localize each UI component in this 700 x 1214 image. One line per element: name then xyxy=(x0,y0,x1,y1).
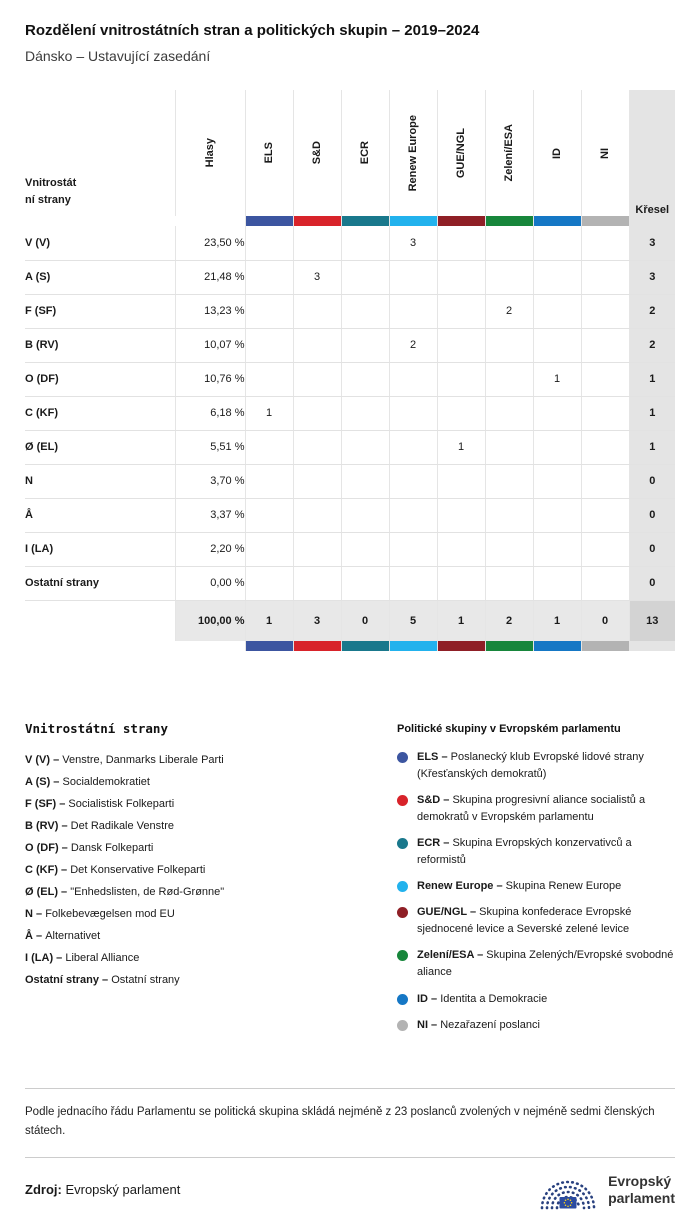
seats-Zelení/ESA-cell xyxy=(485,396,533,430)
group-color-dot xyxy=(397,881,408,892)
footnote: Podle jednacího řádu Parlamentu se politická skupina skládá nejméně z 23 poslanců zvolených v nejméně sedmi členských státech. xyxy=(25,1088,675,1158)
page-subtitle: Dánsko – Ustavující zasedání xyxy=(25,48,211,64)
seats-ECR-cell xyxy=(341,566,389,600)
seats-Zelení/ESA-cell xyxy=(485,532,533,566)
group-column-header-NI: NI xyxy=(581,90,629,216)
color-bar-Zelení/ESA xyxy=(485,216,533,226)
ep-logo-line1: Evropský xyxy=(608,1172,672,1189)
votes-cell: 21,48 % xyxy=(175,260,245,294)
color-bar-Renew Europe xyxy=(389,641,437,651)
votes-column-header: Hlasy xyxy=(175,90,245,216)
seats-ELS-cell xyxy=(245,294,293,328)
party-name-cell: I (LA) xyxy=(25,532,175,566)
color-bar-ID xyxy=(533,641,581,651)
seats-ELS-cell xyxy=(245,532,293,566)
party-name-cell: O (DF) xyxy=(25,362,175,396)
seats-ID-cell xyxy=(533,498,581,532)
party-name-cell: N xyxy=(25,464,175,498)
party-row xyxy=(25,226,675,260)
seats-ECR-cell xyxy=(341,396,389,430)
group-legend-item: ELS – Poslanecký klub Evropské lidové strany (Křesťanských demokratů) xyxy=(397,749,675,783)
seats-Zelení/ESA-cell: 2 xyxy=(485,294,533,328)
party-name-cell: B (RV) xyxy=(25,328,175,362)
party-row xyxy=(25,362,675,396)
seats-ID-cell xyxy=(533,566,581,600)
seats-GUE/NGL-cell xyxy=(437,498,485,532)
seats-ELS-cell: 1 xyxy=(245,396,293,430)
seats-ECR-cell xyxy=(341,294,389,328)
seats-ELS-cell xyxy=(245,566,293,600)
seats-Renew Europe-cell xyxy=(389,532,437,566)
row-total-seats-cell: 1 xyxy=(629,362,675,396)
group-color-dot xyxy=(397,994,408,1005)
votes-cell: 23,50 % xyxy=(175,226,245,260)
votes-cell: 3,37 % xyxy=(175,498,245,532)
group-legend-item: NI – Nezařazení poslanci xyxy=(397,1017,675,1034)
seats-Zelení/ESA-cell xyxy=(485,362,533,396)
total-Renew Europe-cell: 5 xyxy=(389,600,437,641)
seats-Zelení/ESA-cell xyxy=(485,430,533,464)
color-bar-ECR xyxy=(341,641,389,651)
votes-cell: 3,70 % xyxy=(175,464,245,498)
seats-Renew Europe-cell xyxy=(389,260,437,294)
seats-S&D-cell xyxy=(293,566,341,600)
party-legend-item: Ø (EL) – "Enhedslisten, de Rød-Grønne" xyxy=(25,886,225,898)
legends-section xyxy=(25,721,675,1043)
seats-ID-cell xyxy=(533,464,581,498)
group-legend-list xyxy=(397,749,675,1034)
party-row xyxy=(25,328,675,362)
group-color-dot xyxy=(397,795,408,806)
seats-GUE/NGL-cell xyxy=(437,260,485,294)
group-color-dot xyxy=(397,752,408,763)
color-bar-GUE/NGL xyxy=(437,216,485,226)
party-legend-item: C (KF) – Det Konservative Folkeparti xyxy=(25,864,206,876)
seats-ECR-cell xyxy=(341,260,389,294)
group-legend xyxy=(397,721,675,1043)
row-total-seats-cell: 0 xyxy=(629,498,675,532)
party-legend-item: A (S) – Socialdemokratiet xyxy=(25,776,150,788)
seats-ID-cell: 1 xyxy=(533,362,581,396)
color-bar-GUE/NGL xyxy=(437,641,485,651)
seats-Zelení/ESA-cell xyxy=(485,328,533,362)
seats-GUE/NGL-cell xyxy=(437,294,485,328)
page-title: Rozdělení vnitrostátních stran a politických skupin – 2019–2024 xyxy=(25,22,480,39)
group-column-header-ECR: ECR xyxy=(341,90,389,216)
source-row xyxy=(25,1166,675,1214)
group-column-header-ELS: ELS xyxy=(245,90,293,216)
seats-Zelení/ESA-cell xyxy=(485,566,533,600)
votes-cell: 13,23 % xyxy=(175,294,245,328)
color-bar-ECR xyxy=(341,216,389,226)
group-color-dot xyxy=(397,1020,408,1031)
row-total-seats-cell: 0 xyxy=(629,566,675,600)
row-total-seats-cell: 0 xyxy=(629,532,675,566)
seats-column-bar-cell xyxy=(629,641,675,651)
party-legend-item: Å – Alternativet xyxy=(25,930,101,942)
ep-logo xyxy=(538,1166,675,1214)
group-legend-item: GUE/NGL – Skupina konfederace Evropské sjednocené levice a Severské zelené levice xyxy=(397,904,675,938)
ep-logo-line2: parlament xyxy=(608,1189,675,1206)
grand-total-seats-cell: 13 xyxy=(629,600,675,641)
seats-S&D-cell xyxy=(293,396,341,430)
seats-ECR-cell xyxy=(341,532,389,566)
group-legend-title: Politické skupiny v Evropském parlamentu xyxy=(397,723,621,735)
party-name-cell: Ostatní strany xyxy=(25,566,175,600)
seats-GUE/NGL-cell xyxy=(437,464,485,498)
party-name-cell: V (V) xyxy=(25,226,175,260)
party-row xyxy=(25,260,675,294)
group-color-bar-row xyxy=(25,641,675,651)
party-legend-item: V (V) – Venstre, Danmarks Liberale Parti xyxy=(25,754,224,766)
color-bar-Renew Europe xyxy=(389,216,437,226)
party-column-header-label: Vnitrostátní strany xyxy=(25,177,77,206)
seats-Renew Europe-cell xyxy=(389,464,437,498)
seats-GUE/NGL-cell xyxy=(437,396,485,430)
party-legend-item: N – Folkebevægelsen mod EU xyxy=(25,908,175,920)
seats-S&D-cell xyxy=(293,498,341,532)
color-bar-NI xyxy=(581,216,629,226)
color-bar-Zelení/ESA xyxy=(485,641,533,651)
group-legend-item: Zelení/ESA – Skupina Zelených/Evropské svobodné aliance xyxy=(397,947,675,981)
party-legend-list xyxy=(25,749,380,991)
seats-ECR-cell xyxy=(341,464,389,498)
seats-ECR-cell xyxy=(341,362,389,396)
table-header-row xyxy=(25,90,675,216)
total-Zelení/ESA-cell: 2 xyxy=(485,600,533,641)
seats-GUE/NGL-cell xyxy=(437,532,485,566)
totals-spacer xyxy=(25,600,175,641)
seats-NI-cell xyxy=(581,566,629,600)
seats-ECR-cell xyxy=(341,226,389,260)
group-legend-item: S&D – Skupina progresivní aliance socialistů a demokratů v Evropském parlamentu xyxy=(397,792,675,826)
party-legend-item: O (DF) – Dansk Folkeparti xyxy=(25,842,154,854)
group-column-header-ID: ID xyxy=(533,90,581,216)
total-ID-cell: 1 xyxy=(533,600,581,641)
seats-NI-cell xyxy=(581,362,629,396)
row-total-seats-cell: 0 xyxy=(629,464,675,498)
total-ECR-cell: 0 xyxy=(341,600,389,641)
seats-GUE/NGL-cell xyxy=(437,328,485,362)
totals-row xyxy=(25,600,675,641)
seats-ECR-cell xyxy=(341,328,389,362)
seats-GUE/NGL-cell: 1 xyxy=(437,430,485,464)
party-name-cell: C (KF) xyxy=(25,396,175,430)
color-bar-ID xyxy=(533,216,581,226)
eu-flag-icon xyxy=(560,1197,577,1209)
seats-ELS-cell xyxy=(245,260,293,294)
group-legend-item: ECR – Skupina Evropských konzervativců a reformistů xyxy=(397,835,675,869)
seats-S&D-cell xyxy=(293,532,341,566)
party-legend-item: I (LA) – Liberal Alliance xyxy=(25,952,140,964)
total-NI-cell: 0 xyxy=(581,600,629,641)
group-column-header-GUE/NGL: GUE/NGL xyxy=(437,90,485,216)
seats-ID-cell xyxy=(533,260,581,294)
ep-logo-text xyxy=(608,1173,675,1207)
seats-NI-cell xyxy=(581,464,629,498)
seats-ELS-cell xyxy=(245,430,293,464)
seats-ID-cell xyxy=(533,430,581,464)
party-name-cell: F (SF) xyxy=(25,294,175,328)
seats-S&D-cell xyxy=(293,464,341,498)
seats-ID-cell xyxy=(533,532,581,566)
row-total-seats-cell: 1 xyxy=(629,396,675,430)
party-row xyxy=(25,430,675,464)
row-total-seats-cell: 3 xyxy=(629,226,675,260)
seats-ELS-cell xyxy=(245,464,293,498)
group-color-bar-row xyxy=(25,216,675,226)
seats-S&D-cell xyxy=(293,328,341,362)
seats-Renew Europe-cell: 2 xyxy=(389,328,437,362)
party-row xyxy=(25,464,675,498)
seats-Zelení/ESA-cell xyxy=(485,498,533,532)
party-legend-item: B (RV) – Det Radikale Venstre xyxy=(25,820,174,832)
group-color-dot xyxy=(397,838,408,849)
seats-NI-cell xyxy=(581,498,629,532)
party-legend-item: Ostatní strany – Ostatní strany xyxy=(25,974,180,986)
group-legend-item: ID – Identita a Demokracie xyxy=(397,991,675,1008)
seats-NI-cell xyxy=(581,396,629,430)
party-row xyxy=(25,532,675,566)
seats-Zelení/ESA-cell xyxy=(485,260,533,294)
seats-NI-cell xyxy=(581,532,629,566)
bar-row-spacer xyxy=(25,641,245,651)
seats-NI-cell xyxy=(581,260,629,294)
seats-ID-cell xyxy=(533,396,581,430)
total-votes-cell: 100,00 % xyxy=(175,600,245,641)
source-value: Evropský parlament xyxy=(65,1182,181,1198)
party-legend-title: Vnitrostátní strany xyxy=(25,721,168,736)
hemicycle-icon xyxy=(538,1166,598,1214)
seats-S&D-cell xyxy=(293,294,341,328)
color-bar-S&D xyxy=(293,641,341,651)
color-bar-NI xyxy=(581,641,629,651)
bar-row-spacer xyxy=(25,216,245,226)
seats-S&D-cell xyxy=(293,226,341,260)
seats-S&D-cell: 3 xyxy=(293,260,341,294)
votes-cell: 0,00 % xyxy=(175,566,245,600)
votes-cell: 5,51 % xyxy=(175,430,245,464)
color-bar-ELS xyxy=(245,216,293,226)
seats-GUE/NGL-cell xyxy=(437,566,485,600)
group-column-header-S&D: S&D xyxy=(293,90,341,216)
party-name-cell: Ø (EL) xyxy=(25,430,175,464)
seats-Zelení/ESA-cell xyxy=(485,464,533,498)
group-column-header-Renew Europe: Renew Europe xyxy=(389,90,437,216)
seats-Renew Europe-cell xyxy=(389,362,437,396)
seats-ELS-cell xyxy=(245,498,293,532)
seats-ID-cell xyxy=(533,294,581,328)
seats-ELS-cell xyxy=(245,226,293,260)
seats-ELS-cell xyxy=(245,328,293,362)
seats-column-header: Křesel xyxy=(629,90,675,216)
seats-Renew Europe-cell xyxy=(389,430,437,464)
seats-Renew Europe-cell xyxy=(389,566,437,600)
seats-Renew Europe-cell xyxy=(389,498,437,532)
seats-ID-cell xyxy=(533,226,581,260)
votes-cell: 10,07 % xyxy=(175,328,245,362)
color-bar-S&D xyxy=(293,216,341,226)
group-column-header-Zelení/ESA: Zelení/ESA xyxy=(485,90,533,216)
seats-column-bar-cell xyxy=(629,216,675,226)
seats-S&D-cell xyxy=(293,362,341,396)
total-GUE/NGL-cell: 1 xyxy=(437,600,485,641)
group-legend-item: Renew Europe – Skupina Renew Europe xyxy=(397,878,675,895)
seats-ID-cell xyxy=(533,328,581,362)
seats-NI-cell xyxy=(581,294,629,328)
party-row xyxy=(25,498,675,532)
seats-Zelení/ESA-cell xyxy=(485,226,533,260)
group-color-dot xyxy=(397,950,408,961)
seats-Renew Europe-cell xyxy=(389,396,437,430)
seats-ECR-cell xyxy=(341,430,389,464)
source-label: Zdroj: xyxy=(25,1182,62,1198)
seats-Renew Europe-cell: 3 xyxy=(389,226,437,260)
results-table xyxy=(25,90,675,651)
total-S&D-cell: 3 xyxy=(293,600,341,641)
row-total-seats-cell: 3 xyxy=(629,260,675,294)
party-legend xyxy=(25,721,380,1043)
votes-cell: 2,20 % xyxy=(175,532,245,566)
seats-GUE/NGL-cell xyxy=(437,226,485,260)
row-total-seats-cell: 1 xyxy=(629,430,675,464)
party-column-header xyxy=(25,90,175,216)
party-row xyxy=(25,294,675,328)
party-legend-item: F (SF) – Socialistisk Folkeparti xyxy=(25,798,175,810)
row-total-seats-cell: 2 xyxy=(629,294,675,328)
seats-GUE/NGL-cell xyxy=(437,362,485,396)
seats-S&D-cell xyxy=(293,430,341,464)
seats-ELS-cell xyxy=(245,362,293,396)
seats-Renew Europe-cell xyxy=(389,294,437,328)
seats-NI-cell xyxy=(581,328,629,362)
party-row xyxy=(25,566,675,600)
total-ELS-cell: 1 xyxy=(245,600,293,641)
group-color-dot xyxy=(397,907,408,918)
seats-NI-cell xyxy=(581,430,629,464)
party-row xyxy=(25,396,675,430)
color-bar-ELS xyxy=(245,641,293,651)
votes-cell: 6,18 % xyxy=(175,396,245,430)
row-total-seats-cell: 2 xyxy=(629,328,675,362)
party-name-cell: A (S) xyxy=(25,260,175,294)
seats-ECR-cell xyxy=(341,498,389,532)
party-name-cell: Å xyxy=(25,498,175,532)
seats-NI-cell xyxy=(581,226,629,260)
votes-cell: 10,76 % xyxy=(175,362,245,396)
